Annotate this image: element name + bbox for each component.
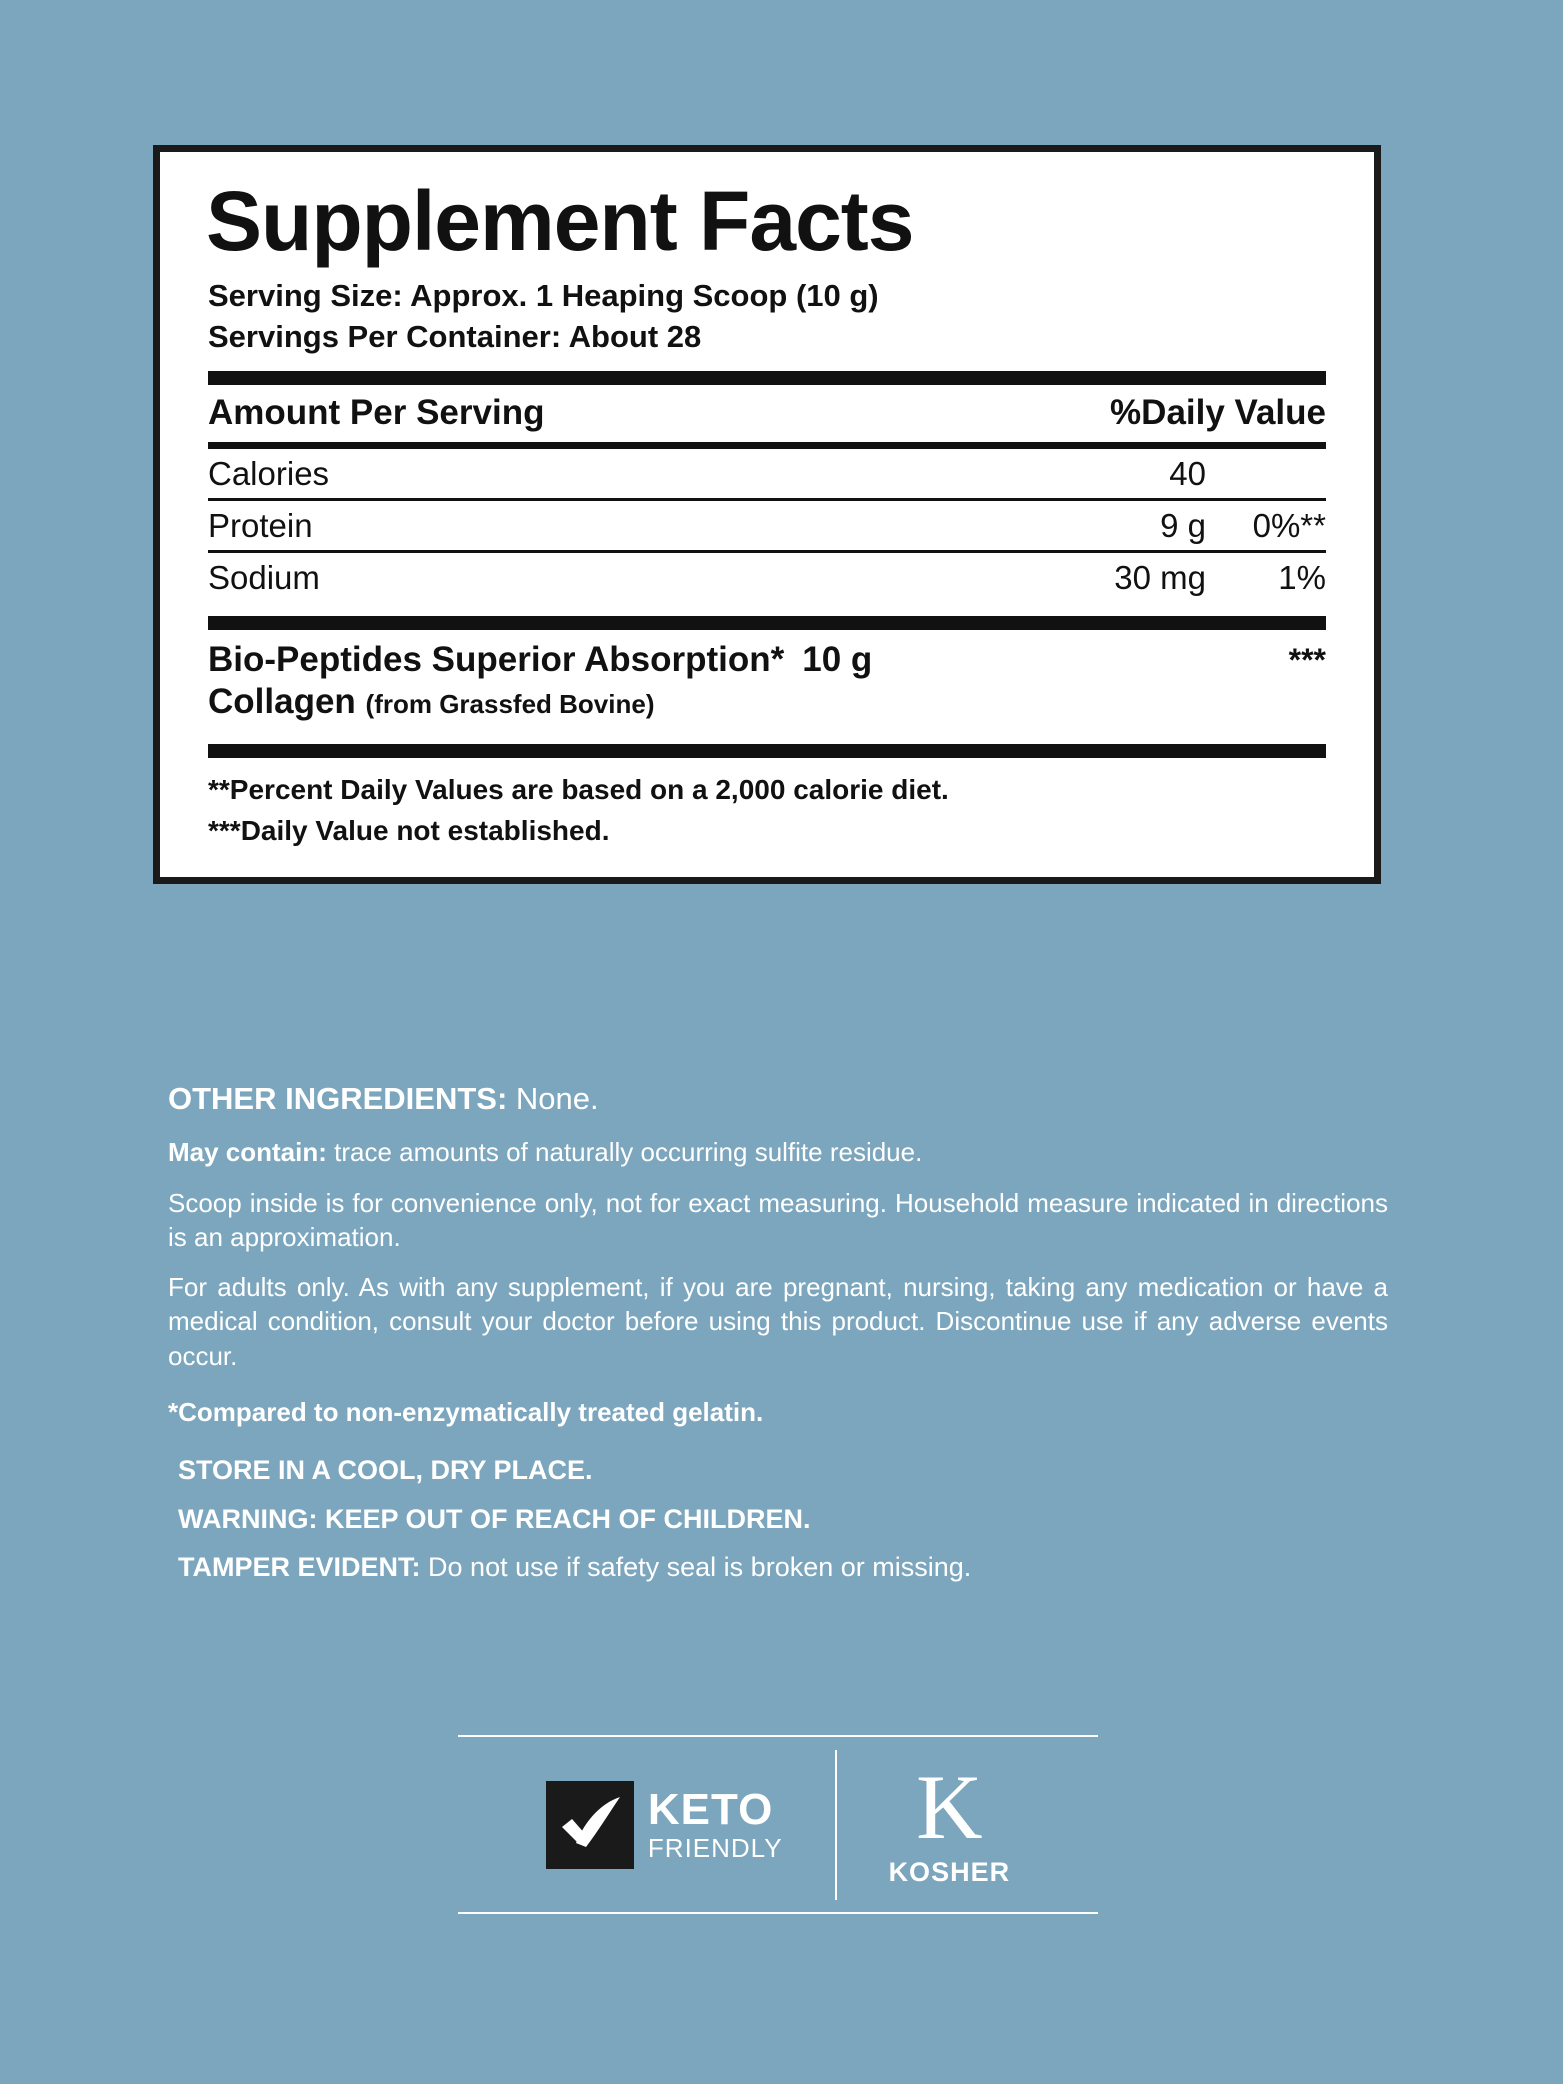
compared-footnote: *Compared to non-enzymatically treated gelatin. [168, 1397, 764, 1428]
footnotes [208, 770, 1326, 851]
checkmark-leaf-icon [546, 1781, 634, 1869]
table-row [208, 449, 1326, 498]
table-row [208, 553, 1326, 602]
footnote-dv-not-established: ***Daily Value not established. [208, 814, 610, 846]
rule-med-header [208, 442, 1326, 449]
may-contain-line [168, 1135, 1388, 1169]
daily-value-header: %Daily Value [1110, 392, 1326, 432]
nutrient-amount: 30 mg [1114, 558, 1206, 596]
may-contain-label: May contain: [168, 1137, 327, 1168]
blend-source: (from Grassfed Bovine) [365, 688, 655, 719]
blend-dv: *** [1288, 641, 1326, 678]
tamper-evident-value: Do not use if safety seal is broken or missing. [428, 1552, 972, 1583]
seal-row [168, 1737, 1388, 1912]
kosher-seal [888, 1756, 1011, 1888]
other-ingredients-line [168, 1080, 1388, 1117]
supplement-facts-panel [153, 145, 1381, 884]
nutrient-label: Sodium [208, 558, 320, 596]
table-row [208, 501, 1326, 550]
nutrient-dv: 1% [1278, 558, 1326, 596]
table-header-row [208, 385, 1326, 442]
tamper-evident-label: TAMPER EVIDENT: [178, 1552, 421, 1583]
panel-title: Supplement Facts [206, 174, 914, 268]
nutrient-label: Calories [208, 454, 330, 492]
rule-thick-top [208, 371, 1326, 385]
kosher-label: KOSHER [888, 1857, 1011, 1887]
proprietary-blend-row [208, 630, 1326, 730]
scoop-note: Scoop inside is for convenience only, not for exact measuring. Household measure indicated in directions is an approximation. [168, 1187, 1388, 1252]
tamper-evident-line [178, 1547, 1388, 1588]
other-ingredients-label: OTHER INGREDIENTS: [168, 1081, 508, 1116]
nutrient-dv: 0%** [1252, 506, 1326, 544]
servings-per-container-text: Servings Per Container: About 28 [208, 318, 702, 354]
warning-note: WARNING: KEEP OUT OF REACH OF CHILDREN. [178, 1503, 811, 1534]
amount-per-serving-header: Amount Per Serving [208, 392, 545, 432]
seal-vertical-divider [835, 1750, 837, 1900]
blend-name: Bio-Peptides Superior Absorption* [208, 639, 785, 679]
kosher-k-icon: K [916, 1756, 983, 1858]
footnote-daily-values: **Percent Daily Values are based on a 2,000 calorie diet. [208, 773, 949, 805]
adults-only-note: For adults only. As with any supplement, if you are pregnant, nursing, taking any medication or have a medical condition, consult your doctor before using this product. Discontinue use if any adverse events occur. [168, 1272, 1388, 1371]
serving-size-text: Serving Size: Approx. 1 Heaping Scoop (10 g) [208, 278, 879, 314]
nutrient-label: Protein [208, 506, 313, 544]
may-contain-value: trace amounts of naturally occurring sulfite residue. [334, 1137, 923, 1168]
storage-note: STORE IN A COOL, DRY PLACE. [178, 1455, 593, 1486]
blend-name-line2: Collagen [208, 681, 356, 721]
nutrient-amount: 40 [1169, 454, 1206, 492]
certification-seals [168, 1735, 1388, 1914]
keto-friendly-seal [546, 1781, 783, 1869]
other-ingredients-value: None. [515, 1081, 599, 1116]
rule-thick-bottom [208, 744, 1326, 758]
nutrient-amount: 9 g [1160, 506, 1206, 544]
label-body-text [168, 1080, 1388, 1588]
keto-label-line1: KETO [647, 1785, 774, 1834]
keto-label-line2: FRIENDLY [647, 1833, 783, 1863]
seal-divider-bottom [458, 1912, 1098, 1914]
rule-thick-blend [208, 616, 1326, 630]
blend-amount: 10 g [802, 639, 873, 679]
